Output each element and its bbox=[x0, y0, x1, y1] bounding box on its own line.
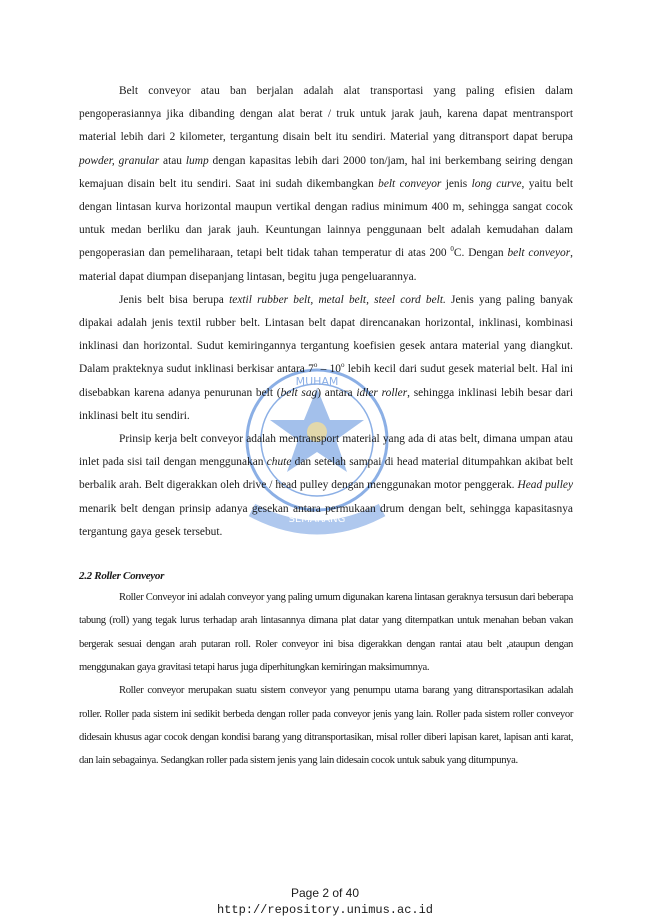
paragraph-roller-conveyor-system: Roller conveyor merupakan suatu sistem conveyor yang penumpu utama barang yang ditransportasikan adalah roller. Roller pada sistem ini sedikit berbeda dengan roller pada conveyor jenis yang lain. Roller pada sistem roller conveyor didesain khusus agar cocok dengan kondisi barang yang ditransportasikan, misal roller diberi lapisan karet, lapisan anti karat, dan lain sebagainya. Sedangkan roller pada sistem jenis yang lain didesain cocok untuk sabuk yang ditumpunya. bbox=[79, 685, 573, 767]
section-heading-roller-conveyor: 2.2 Roller Conveyor bbox=[79, 570, 165, 583]
document-body bbox=[79, 80, 573, 772]
paragraph-working-principle: Prinsip kerja belt conveyor adalah mentransport material yang ada di atas belt, dimana umpan atau inlet pada sisi tail dengan menggunakan chute dan setelah sampai di head material ditumpahkan akibat belt berbalik arah. Belt digerakkan oleh drive / head pulley dengan menggunakan motor penggerak. Head pulley menarik belt dengan prinsip adanya gesekan antara permukaan drum dengan belt, sehingga kapasitasnya tergantung gaya gesek tersebut. bbox=[79, 433, 573, 538]
svg-text:MUHAM: MUHAM bbox=[295, 375, 339, 388]
paragraph-belt-types: Jenis belt bisa berupa textil rubber belt, metal belt, steel cord belt. Jenis yang paling banyak dipakai adalah jenis textil rubber belt. Lintasan belt dapat direncanakan horizontal, inklinasi, kombinasi inklinasi dan horizontal. Sudut kemiringannya tergantung koefisien gesek antara material yang diangkut. Dalam prakteknya sudut inklinasi berkisar antara 7$^o$ – 10$^o$ lebih kecil dari sudut gesek material belt. Hal ini disebabkan karena adanya penurunan belt (belt sag) antara idler roller, sehingga inklinasi lebih besar dari inklinasi belt itu sendiri. bbox=[79, 293, 574, 422]
paragraph-roller-conveyor-intro: Roller Conveyor ini adalah conveyor yang paling umum digunakan karena lintasan geraknya tersusun dari beberapa tabung (roll) yang tegak lurus terhadap arah lintasannya dimana plat datar yang ditempatkan untuk menahan beban vakan bergerak sesuai dengan arah putaran roll. Roler conveyor ini bisa digerakkan dengan rantai atau belt ,ataupun dengan menggunakan gaya gravitasi tetapi harus juga diperhitungkan kemiringan maksimumnya. bbox=[79, 592, 573, 673]
repository-url: http://repository.unimus.ac.id bbox=[216, 903, 434, 917]
page-number: Page 2 of 40 bbox=[290, 886, 360, 900]
svg-text:SEMARANG: SEMARANG bbox=[288, 514, 346, 525]
paragraph-belt-conveyor-intro: Belt conveyor atau ban berjalan adalah alat transportasi yang paling efisien dalam pengoperasiannya jika dibanding dengan alat berat / truk untuk jarak jauh, karena dapat mentransport material lebih dari 2 kilometer, tergantung disain belt itu sendiri. Material yang ditransport dapat berupa powder, granular atau lump dengan kapasitas lebih dari 2000 ton/jam, hal ini berkembang seiring dengan kemajuan disain belt itu sendiri. Saat ini sudah dikembangkan belt conveyor jenis long curve, yaitu belt dengan lintasan kurva horizontal maupun vertikal dengan radius minimum 400 m, sehingga sangat cocok untuk medan berliku dan jarak jauh. Keuntungan lainnya penggunaan belt adalah kemudahan dalam pengoperasian dan pemeliharaan, tetapi belt tidak tahan temperatur di atas 200 $^0$C. Dengan belt conveyor, material dapat diumpan disepanjang lintasan, begitu juga pengeluarannya. bbox=[79, 85, 574, 283]
